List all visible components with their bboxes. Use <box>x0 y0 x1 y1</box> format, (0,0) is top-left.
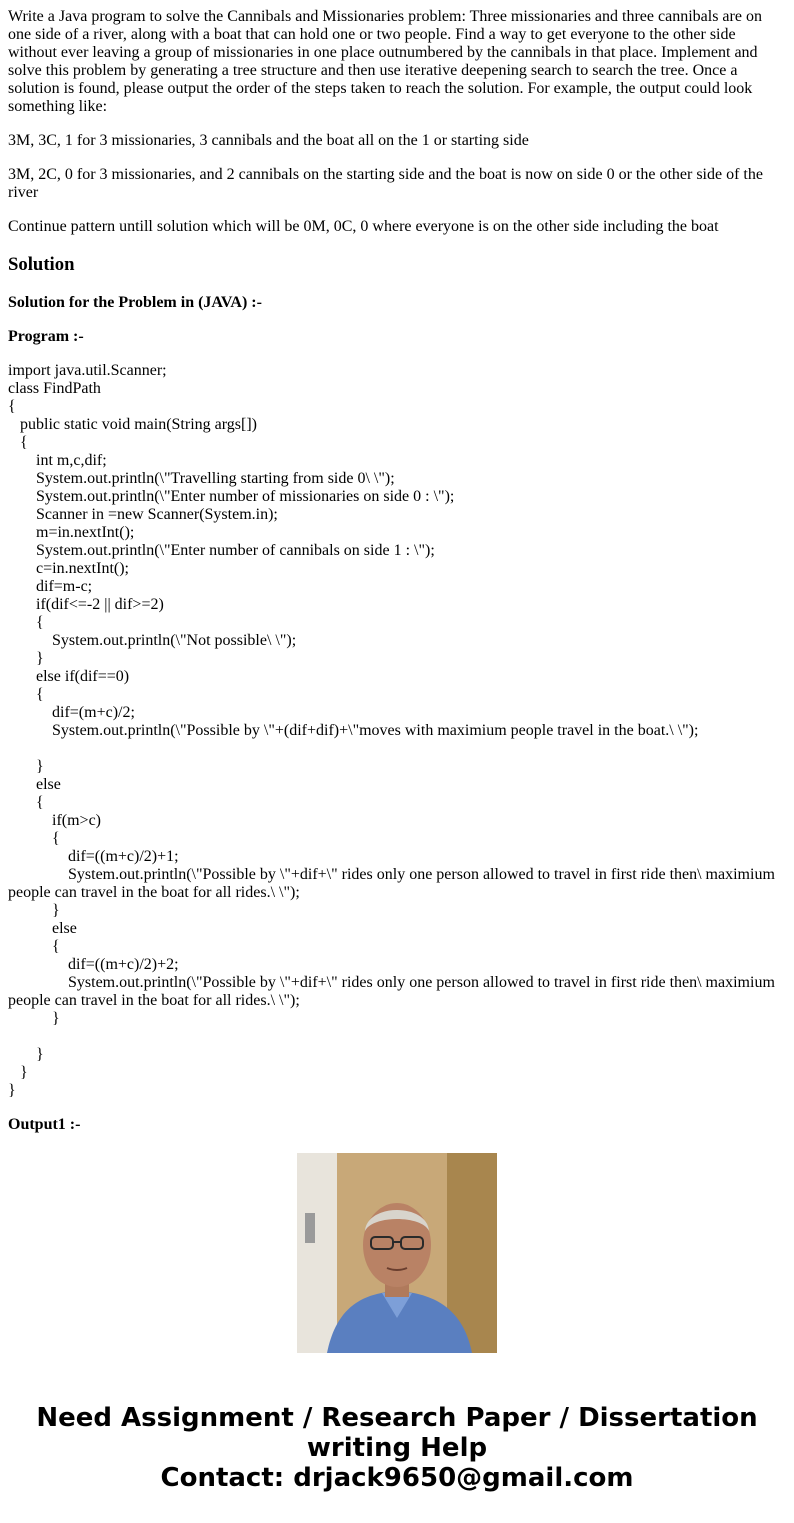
solution-subheading: Solution for the Problem in (JAVA) :- <box>8 294 262 311</box>
question-intro: Write a Java program to solve the Cannibals and Missionaries problem: Three missionaries and three cannibals are on one side of a river, along with a boat that can hold one or two people. Find a way to get everyone to the other side without ever leaving a group of missionaries in one place outnumbered by the cannibals in that place. Implement and solve this problem by generating a tree structure and then use iterative deepening search to search the tree. Once a solution is found, please output the order of the steps taken to reach the solution. For example, the output could look something like: <box>8 8 762 115</box>
program-label: Program :- <box>8 328 84 345</box>
question-example-1: 3M, 3C, 1 for 3 missionaries, 3 cannibals and the boat all on the 1 or starting side <box>8 132 529 149</box>
promo-footer <box>0 1403 794 1493</box>
output-label: Output1 :- <box>8 1116 81 1133</box>
author-photo <box>297 1153 497 1353</box>
promo-line: Need Assignment / Research Paper / Dissertation writing Help <box>36 1403 758 1463</box>
contact-line: Contact: drjack9650@gmail.com <box>160 1463 634 1493</box>
program-code: import java.util.Scanner; class FindPath { public static void main(String args[]) { int m,c,dif; System.out.println(\"Travelling starting from side 0\ \"); System.out.println(\"Enter number of missionaries on side 0 : \"); Scanner in =new Scanner(System.in); m=in.nextInt(); System.out.println(\"Enter number of cannibals on side 1 : \"); c=in.nextInt(); dif=m-c; if(dif<=-2 || dif>=2) { System.out.println(\"Not possible\ \"); } else if(dif==0) { dif=(m+c)/2; System.out.println(\"Possible by \"+(dif+dif)+\"moves with maximium people travel in the boat.\ \"); } else { if(m>c) { dif=((m+c)/2)+1; System.out.println(\"Possible by \"+dif+\" rides only one person allowed to travel in first ride then\ maximium people can travel in the boat for all rides.\ \"); } else { dif=((m+c)/2)+2; System.out.println(\"Possible by \"+dif+\" rides only one person allowed to travel in first ride then\ maximium people can travel in the boat for all rides.\ \"); } } } } <box>8 362 775 1099</box>
solution-heading: Solution <box>8 254 75 275</box>
author-portrait-image <box>297 1153 497 1353</box>
question-example-2: 3M, 2C, 0 for 3 missionaries, and 2 cannibals on the starting side and the boat is now on side 0 or the other side of the river <box>8 166 763 201</box>
question-continue: Continue pattern untill solution which will be 0M, 0C, 0 where everyone is on the other side including the boat <box>8 218 719 235</box>
article-content <box>8 0 786 1133</box>
